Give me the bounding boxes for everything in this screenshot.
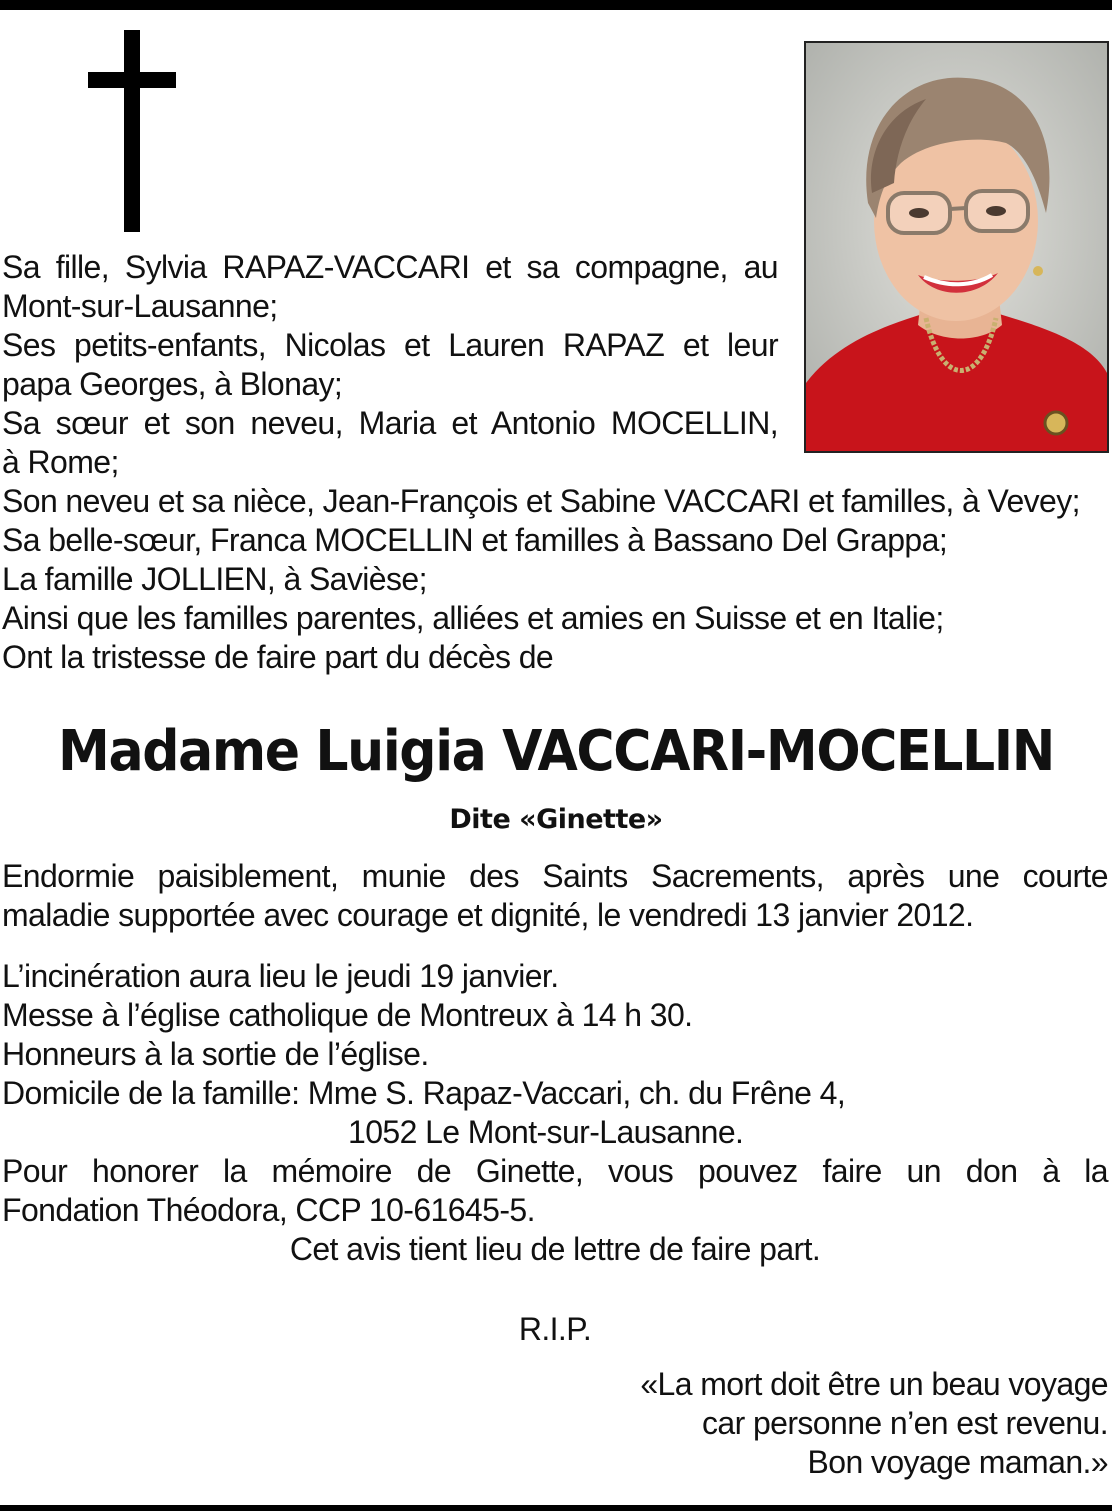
mass-line: Messe à l’église catholique de Montreux à 14 h 30.	[2, 997, 693, 1033]
incineration-line: L’incinération aura lieu le jeudi 19 janvier.	[2, 958, 559, 994]
family-line: Ainsi que les familles parentes, alliées et amies en Suisse et en Italie;	[2, 600, 944, 636]
family-line: Ont la tristesse de faire part du décès de	[2, 639, 554, 675]
family-list	[2, 248, 1110, 677]
honours-line: Honneurs à la sortie de l’église.	[2, 1036, 429, 1072]
family-line: Mont-sur-Lausanne;	[2, 288, 278, 324]
domicile-city-line: 1052 Le Mont-sur-Lausanne.	[348, 1114, 744, 1150]
rip-line: R.I.P.	[518, 1311, 592, 1347]
notice-line: Cet avis tient lieu de lettre de faire part.	[289, 1231, 821, 1267]
top-rule	[0, 0, 1112, 10]
cross-icon	[88, 30, 176, 232]
bottom-rule	[0, 1505, 1112, 1511]
donation-line: Fondation Théodora, CCP 10-61645-5.	[2, 1192, 535, 1228]
passing-line: Endormie paisiblement, munie des Saints Sacrements, après une courte	[2, 858, 1108, 894]
family-line: Sa sœur et son neveu, Maria et Antonio MOCELLIN,	[2, 405, 778, 441]
family-line: papa Georges, à Blonay;	[2, 366, 343, 402]
family-line: Ses petits-enfants, Nicolas et Lauren RAPAZ et leur	[2, 327, 778, 363]
deceased-name: Madame Luigia VACCARI-MOCELLIN	[58, 719, 1054, 784]
passing-paragraph	[2, 857, 1108, 935]
arrangements-paragraph	[2, 957, 1108, 1269]
family-line: La famille JOLLIEN, à Savièse;	[2, 561, 427, 597]
donation-line: Pour honorer la mémoire de Ginette, vous pouvez faire un don à la	[2, 1153, 1108, 1189]
closing-quote	[2, 1365, 1108, 1482]
family-line: à Rome;	[2, 444, 119, 480]
family-line: Sa fille, Sylvia RAPAZ-VACCARI et sa compagne, au	[2, 249, 778, 285]
quote-line: Bon voyage maman.»	[807, 1444, 1108, 1480]
quote-line: «La mort doit être un beau voyage	[640, 1366, 1108, 1402]
family-line: Sa belle-sœur, Franca MOCELLIN et familles à Bassano Del Grappa;	[2, 522, 948, 558]
deceased-nickname: Dite «Ginette»	[449, 804, 663, 835]
domicile-line: Domicile de la famille: Mme S. Rapaz-Vaccari, ch. du Frêne 4,	[2, 1075, 846, 1111]
passing-line: maladie supportée avec courage et dignité, le vendredi 13 janvier 2012.	[2, 897, 974, 933]
quote-line: car personne n’en est revenu.	[702, 1405, 1108, 1441]
family-line: Son neveu et sa nièce, Jean-François et Sabine VACCARI et familles, à Vevey;	[2, 483, 1080, 519]
